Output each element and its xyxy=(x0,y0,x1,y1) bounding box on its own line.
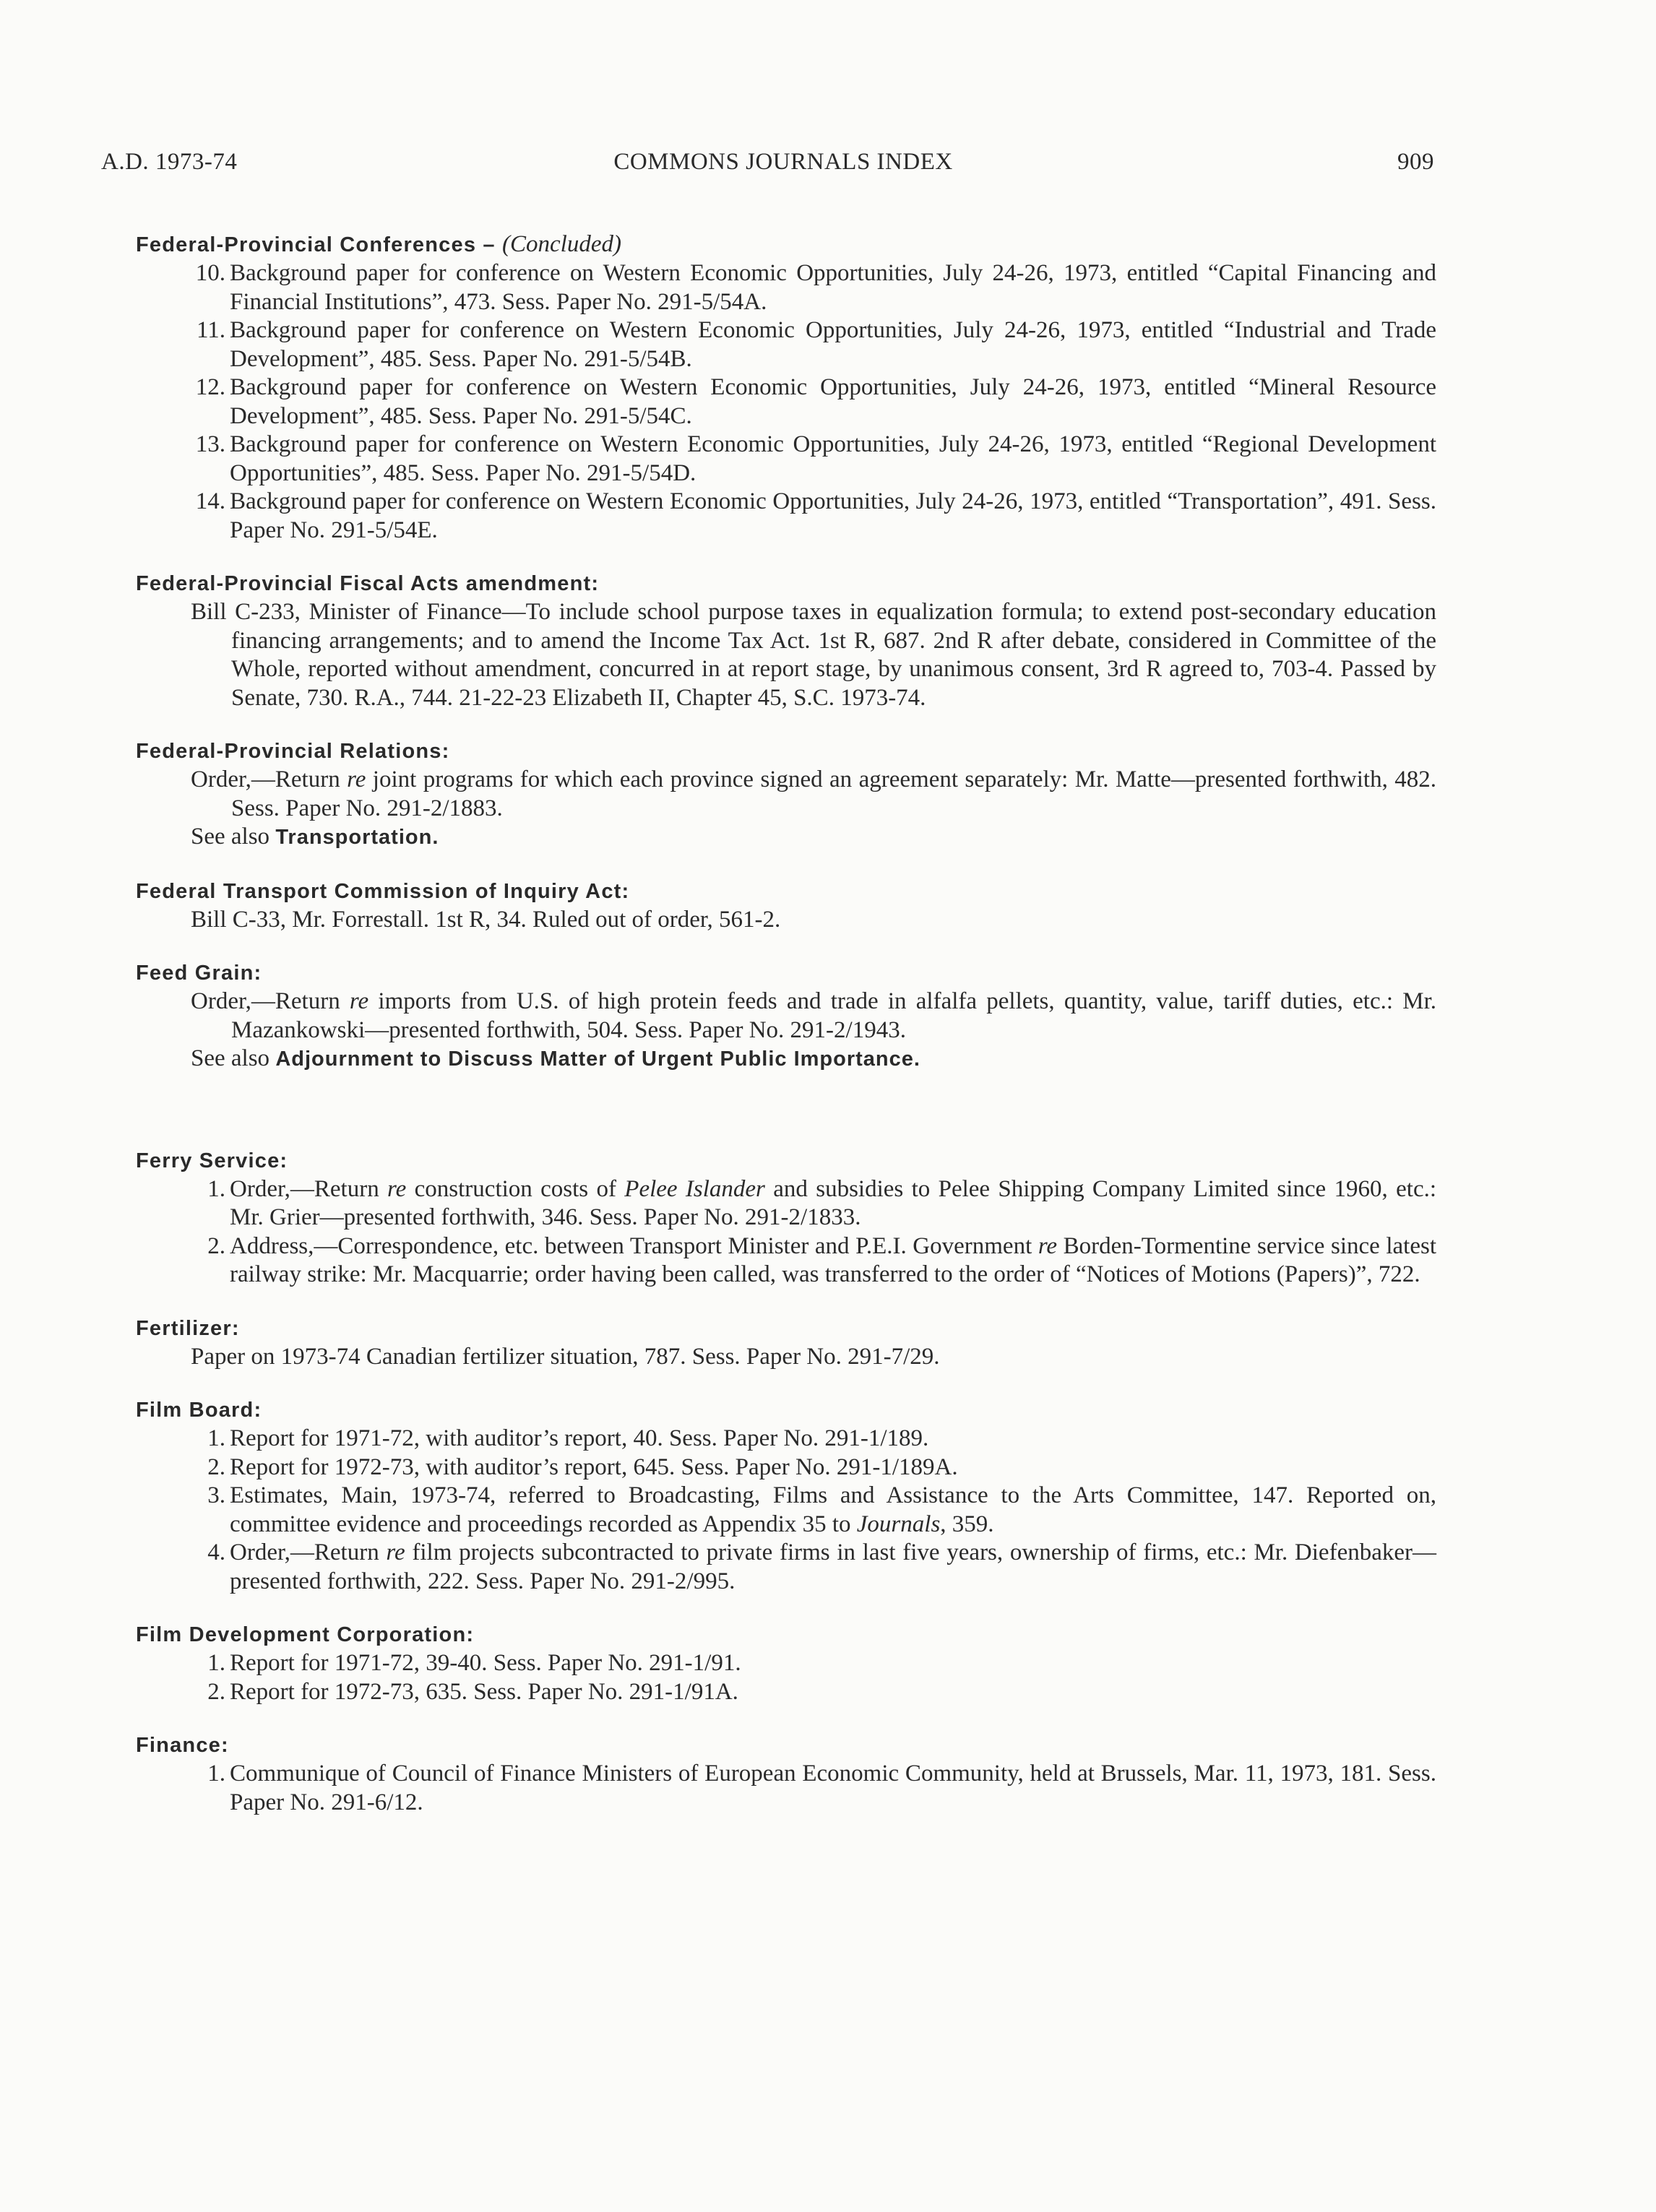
entry-heading: Finance: xyxy=(136,1734,229,1757)
entry-heading: Federal Transport Commission of Inquiry Act: xyxy=(136,879,630,903)
item-number: 1. xyxy=(207,1760,225,1787)
item-text: Background paper for conference on Western Economic Opportunities, July 24-26, 1973, entitled “Industrial and Trade Development”, 485. Sess. Paper No. 291-5/54B. xyxy=(230,317,1436,372)
list-item: 4. Order,—Return re film projects subcontracted to private firms in last five years, ownership of firms, etc.: Mr. Diefenbaker—presented forthwith, 222. Sess. Paper No. 291-2/995. xyxy=(230,1539,1436,1596)
index-entry xyxy=(136,230,1436,545)
entry-heading: Federal-Provincial Conferences – (Concluded) xyxy=(136,231,621,257)
item-number: 4. xyxy=(207,1539,225,1565)
list-item: 1. Communique of Council of Finance Ministers of European Economic Community, held at Brussels, Mar. 11, 1973, 181. Sess. Paper No. 291-6/12. xyxy=(230,1760,1436,1817)
running-header-date: A.D. 1973-74 xyxy=(101,149,238,175)
index-entry xyxy=(136,877,1436,935)
item-number: 13. xyxy=(195,431,225,457)
item-text: Background paper for conference on Western Economic Opportunities, July 24-26, 1973, entitled “Capital Financing and Financial Institutions”, 473. Sess. Paper No. 291-5/54A. xyxy=(230,260,1436,315)
cross-reference: Adjournment to Discuss Matter of Urgent Public Importance. xyxy=(275,1047,920,1071)
see-also: See also Transportation. xyxy=(191,824,439,850)
index-entry xyxy=(136,1396,1436,1596)
index-entry xyxy=(136,737,1436,852)
index-entry xyxy=(136,959,1436,1074)
list-item: 2. Address,—Correspondence, etc. between Transport Minister and P.E.I. Government re Borden-Tormentine service since latest railway strike: Mr. Macquarrie; order having been called, was transferred to the order of “Notices of Motions (Papers)”, 722. xyxy=(230,1232,1436,1289)
index-content xyxy=(136,230,1436,1841)
item-number: 2. xyxy=(207,1453,225,1480)
item-number: 10. xyxy=(195,260,225,286)
list-item: 3. Estimates, Main, 1973-74, referred to Broadcasting, Films and Assistance to the Arts Committee, 147. Reported on, committee evidence and proceedings recorded as Appendix 35 to Journals, 359. xyxy=(230,1482,1436,1539)
continued-note: (Concluded) xyxy=(502,231,621,257)
list-item xyxy=(195,488,1436,545)
list-item: 2. Report for 1972-73, with auditor’s report, 645. Sess. Paper No. 291-1/189A. xyxy=(230,1453,1436,1482)
index-entry xyxy=(136,1731,1436,1817)
item-text: Background paper for conference on Western Economic Opportunities, July 24-26, 1973, entitled “Regional Development Opportunities”, 485. Sess. Paper No. 291-5/54D. xyxy=(230,431,1436,486)
index-entry xyxy=(136,1620,1436,1706)
running-header-title: COMMONS JOURNALS INDEX xyxy=(613,149,953,175)
item-number: 11. xyxy=(196,317,225,343)
list-item xyxy=(195,373,1436,431)
entry-text: Order,—Return re joint programs for which each province signed an agreement separately: Mr. Matte—presented forthwith, 482. Sess. Paper No. 291-2/1883. xyxy=(191,766,1437,821)
entry-heading: Feed Grain: xyxy=(136,962,262,985)
item-number: 2. xyxy=(207,1678,225,1705)
entry-text: Order,—Return re imports from U.S. of high protein feeds and trade in alfalfa pellets, quantity, value, tariff duties, etc.: Mr. Mazankowski—presented forthwith, 504. Sess. Paper No. 291-2/1943. xyxy=(191,988,1436,1043)
entry-text: Paper on 1973-74 Canadian fertilizer situation, 787. Sess. Paper No. 291-7/29. xyxy=(191,1343,940,1370)
item-number: 1. xyxy=(207,1425,225,1451)
list-item: 1. Order,—Return re construction costs of Pelee Islander and subsidies to Pelee Shipping Company Limited since 1960, etc.: Mr. Grier—presented forthwith, 346. Sess. Paper No. 291-2/1833. xyxy=(230,1175,1436,1232)
list-item: 2. Report for 1972-73, 635. Sess. Paper No. 291-1/91A. xyxy=(230,1678,1436,1707)
entry-heading: Film Board: xyxy=(136,1399,262,1422)
item-number: 1. xyxy=(207,1650,225,1676)
list-item xyxy=(195,431,1436,488)
list-item: 1. Report for 1971-72, 39-40. Sess. Paper No. 291-1/91. xyxy=(230,1649,1436,1678)
entry-heading: Fertilizer: xyxy=(136,1316,240,1340)
index-entry xyxy=(136,1146,1436,1289)
list-item: 1. Report for 1971-72, with auditor’s report, 40. Sess. Paper No. 291-1/189. xyxy=(230,1425,1436,1453)
item-text: Background paper for conference on Western Economic Opportunities, July 24-26, 1973, entitled “Mineral Resource Development”, 485. Sess. Paper No. 291-5/54C. xyxy=(230,374,1436,429)
item-number: 3. xyxy=(207,1482,225,1508)
item-number: 14. xyxy=(195,488,225,514)
index-entry xyxy=(136,569,1436,712)
entry-text: Bill C-233, Minister of Finance—To include school purpose taxes in equalization formula; to extend post-secondary education financing arrangements; and to amend the Income Tax Act. 1st R, 687. 2nd R after debate, considered in Committee of the Whole, reported without amendment, concurred in at report stage, by unanimous consent, 3rd R agreed to, 703-4. Passed by Senate, 730. R.A., 744. 21-22-23 Elizabeth II, Chapter 45, S.C. 1973-74. xyxy=(191,599,1436,711)
item-number: 1. xyxy=(207,1175,225,1202)
item-number: 12. xyxy=(195,374,225,400)
index-entry xyxy=(136,1314,1436,1372)
entry-text: Bill C-33, Mr. Forrestall. 1st R, 34. Ruled out of order, 561-2. xyxy=(191,906,781,933)
list-item xyxy=(196,316,1436,373)
entry-heading: Federal-Provincial Fiscal Acts amendment: xyxy=(136,572,600,595)
page-number: 909 xyxy=(1397,149,1434,175)
entry-heading: Ferry Service: xyxy=(136,1149,288,1172)
entry-heading: Film Development Corporation: xyxy=(136,1623,475,1646)
entry-heading: Federal-Provincial Relations: xyxy=(136,740,450,763)
see-also: See also Adjournment to Discuss Matter of Urgent Public Importance. xyxy=(191,1045,920,1071)
cross-reference: Transportation. xyxy=(275,826,439,849)
item-text: Background paper for conference on Western Economic Opportunities, July 24-26, 1973, entitled “Transportation”, 491. Sess. Paper No. 291-5/54E. xyxy=(230,488,1436,543)
list-item xyxy=(195,259,1436,316)
item-number: 2. xyxy=(207,1232,225,1259)
